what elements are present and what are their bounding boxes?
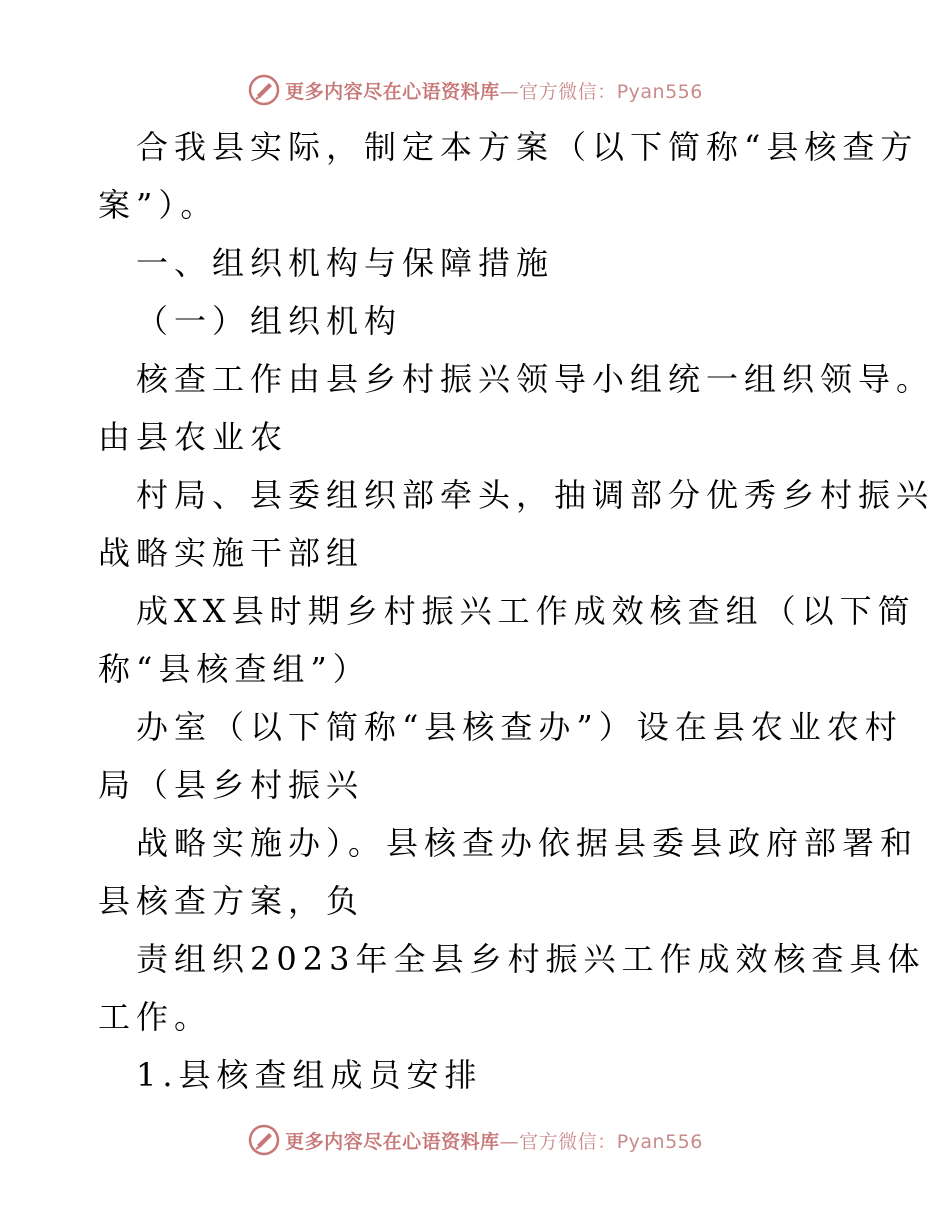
paragraph-line: 村局、县委组织部牵头，抽调部分优秀乡村振兴 bbox=[136, 476, 935, 514]
paragraph-line: 战略实施干部组 bbox=[98, 534, 365, 572]
logo-icon bbox=[247, 73, 281, 107]
watermark-header bbox=[0, 70, 950, 110]
watermark-brand: 更多内容尽在心语资料库 bbox=[285, 80, 500, 103]
document-body bbox=[98, 118, 935, 1104]
paragraph-line: 县核查方案，负 bbox=[98, 882, 365, 920]
subsection-heading: （一）组织机构 bbox=[136, 302, 403, 340]
watermark-brand: 更多内容尽在心语资料库 bbox=[285, 1130, 500, 1153]
paragraph-line: 案”）。 bbox=[98, 186, 219, 224]
logo-icon bbox=[247, 1123, 281, 1157]
watermark-id: Pyan556 bbox=[616, 80, 703, 103]
paragraph-line: 战略实施办）。县核查办依据县委县政府部署和 bbox=[136, 824, 919, 862]
watermark-separator: — bbox=[499, 1130, 520, 1153]
paragraph-line: 局（县乡村振兴 bbox=[98, 766, 365, 804]
watermark-text bbox=[285, 77, 703, 104]
paragraph-line: 成XX县时期乡村振兴工作成效核查组（以下简 bbox=[136, 592, 916, 630]
watermark-id: Pyan556 bbox=[616, 1130, 703, 1153]
paragraph-line: 核查工作由县乡村振兴领导小组统一组织领导。 bbox=[136, 360, 935, 398]
watermark-text bbox=[285, 1127, 703, 1154]
paragraph-line: 工作。 bbox=[98, 998, 213, 1036]
watermark-contact: 官方微信： bbox=[519, 80, 617, 103]
paragraph-line: 由县农业农 bbox=[98, 418, 289, 456]
paragraph-line: 责组织2023年全县乡村振兴工作成效核查具体 bbox=[136, 940, 926, 978]
paragraph-line: 办室（以下简称“县核查办”）设在县农业农村 bbox=[136, 708, 903, 746]
watermark-contact: 官方微信： bbox=[519, 1130, 617, 1153]
paragraph-line: 合我县实际，制定本方案（以下简称“县核查方 bbox=[136, 128, 919, 166]
list-heading: 1.县核查组成员安排 bbox=[136, 1056, 483, 1094]
paragraph-line: 称“县核查组”） bbox=[98, 650, 371, 688]
watermark-separator: — bbox=[499, 80, 520, 103]
section-heading: 一、组织机构与保障措施 bbox=[136, 244, 555, 282]
watermark-footer bbox=[0, 1120, 950, 1160]
